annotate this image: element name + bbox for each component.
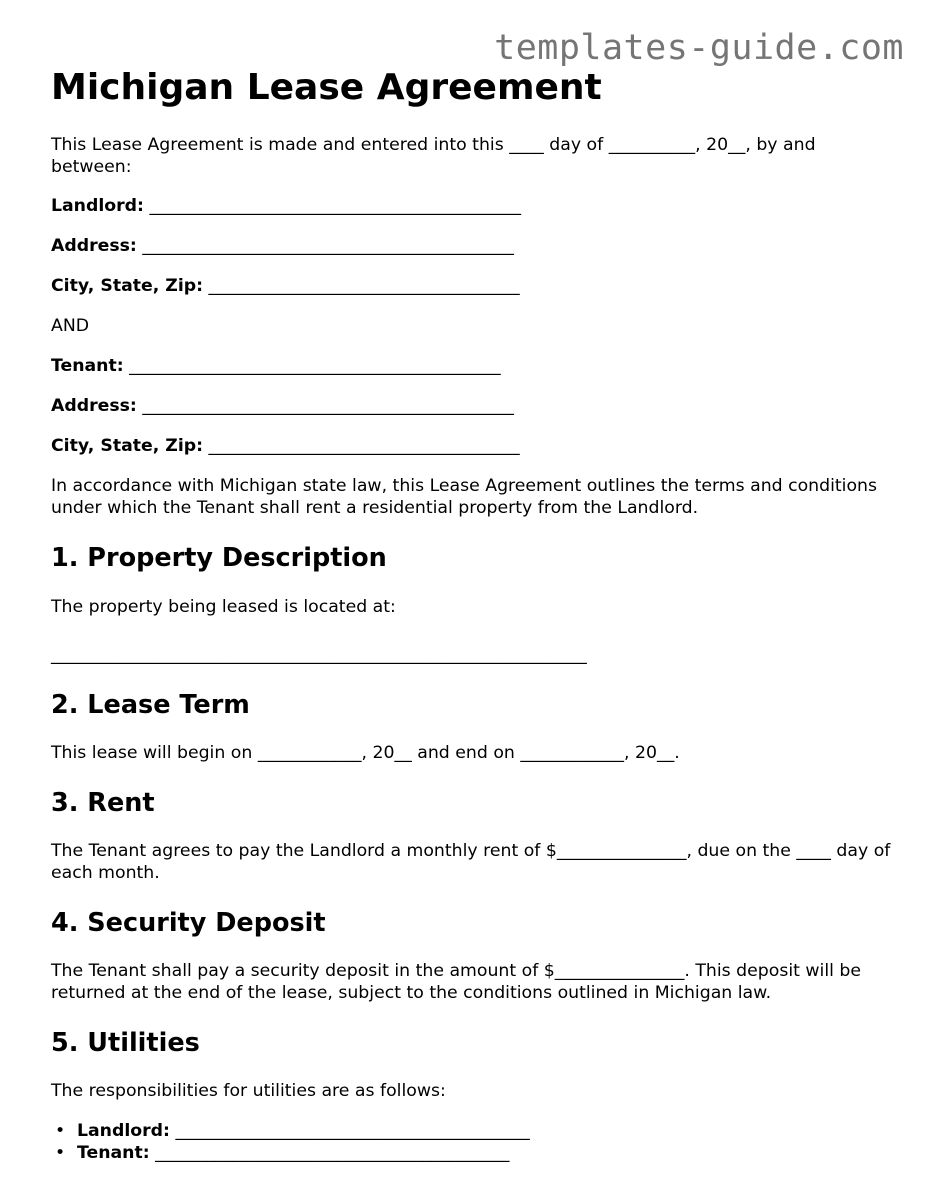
landlord-city-field xyxy=(51,275,891,297)
rent-text: The Tenant agrees to pay the Landlord a monthly rent of $_______________, due on the ____ day of each month. xyxy=(51,841,891,883)
landlord-address-blank: ___________________________________________ xyxy=(136,236,514,256)
landlord-label: Landlord: xyxy=(51,196,144,216)
accordance-paragraph: In accordance with Michigan state law, this Lease Agreement outlines the terms and conditions under which the Tenant shall rent a residential property from the Landlord. xyxy=(51,476,878,518)
tenant-address-label: Address: xyxy=(51,396,137,416)
tenant-city-blank: ____________________________________ xyxy=(203,436,520,456)
property-address-blank: ______________________________________________________________ xyxy=(51,645,587,665)
tenant-city-field xyxy=(51,435,891,457)
landlord-field xyxy=(51,195,891,217)
lease-term-text: This lease will begin on ____________, 20__ and end on ____________, 20__. xyxy=(51,743,680,763)
tenant-city-label: City, State, Zip: xyxy=(51,436,204,456)
utilities-landlord-label: Landlord: xyxy=(77,1121,170,1141)
document-title: Michigan Lease Agreement xyxy=(51,67,602,108)
watermark: templates-guide.com xyxy=(494,28,904,68)
tenant-field xyxy=(51,355,891,377)
section-heading-rent: 3. Rent xyxy=(51,788,155,818)
security-deposit-text: The Tenant shall pay a security deposit in the amount of $_______________. This deposit will be returned at the end of the lease, subject to the conditions outlined in Michigan law. xyxy=(51,961,862,1003)
landlord-blank: ___________________________________________ xyxy=(143,196,521,216)
tenant-blank: ___________________________________________ xyxy=(123,356,501,376)
landlord-city-label: City, State, Zip: xyxy=(51,276,204,296)
section-heading-lease-term: 2. Lease Term xyxy=(51,690,250,720)
landlord-address-label: Address: xyxy=(51,236,137,256)
tenant-address-field xyxy=(51,395,891,417)
utilities-tenant-label: Tenant: xyxy=(77,1143,150,1163)
utilities-text: The responsibilities for utilities are as follows: xyxy=(51,1081,446,1101)
utilities-tenant-blank: _________________________________________ xyxy=(149,1143,510,1163)
section-heading-security-deposit: 4. Security Deposit xyxy=(51,908,326,938)
and-separator: AND xyxy=(51,316,90,336)
utilities-landlord-blank: _________________________________________ xyxy=(169,1121,530,1141)
tenant-address-blank: ___________________________________________ xyxy=(136,396,514,416)
lease-document xyxy=(51,64,891,1164)
section-heading-property: 1. Property Description xyxy=(51,543,387,573)
property-text: The property being leased is located at: xyxy=(51,597,396,617)
intro-paragraph: This Lease Agreement is made and entered into this ____ day of __________, 20__, by and between: xyxy=(51,135,816,177)
section-heading-utilities: 5. Utilities xyxy=(51,1028,200,1058)
bullet-icon: • xyxy=(55,1143,66,1163)
landlord-address-field xyxy=(51,235,891,257)
utilities-landlord-item xyxy=(55,1120,891,1142)
tenant-label: Tenant: xyxy=(51,356,124,376)
utilities-tenant-item xyxy=(55,1142,891,1164)
bullet-icon: • xyxy=(55,1121,66,1141)
utilities-list xyxy=(51,1120,891,1164)
landlord-city-blank: ____________________________________ xyxy=(203,276,520,296)
